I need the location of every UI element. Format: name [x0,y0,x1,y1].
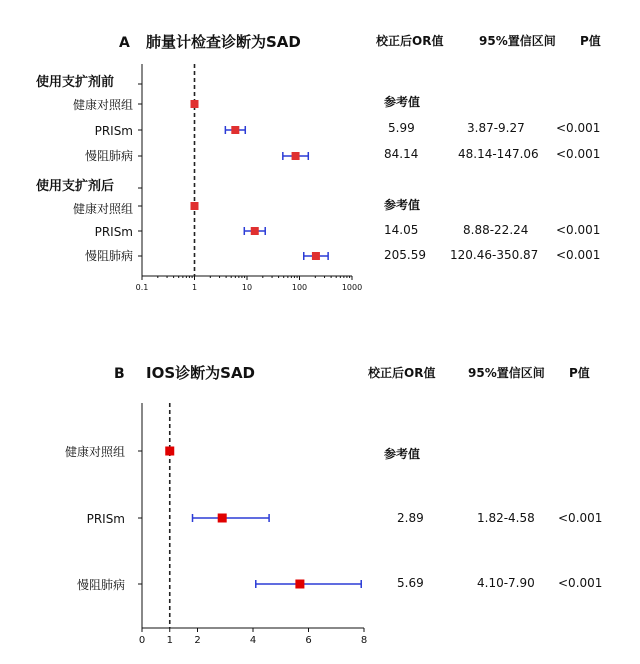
panel-a-p-value: <0.001 [556,121,601,135]
panel-b [65,364,602,646]
panel-b-title: IOS诊断为SAD [146,364,255,382]
panel-a-plot [136,64,363,292]
panel-a-or-value: 14.05 [384,223,419,237]
panel-b-x-tick-label: 2 [194,635,201,646]
panel-a-point [231,126,239,134]
panel-b-point [165,447,174,456]
panel-a-ci-value: 120.46-350.87 [450,248,539,262]
panel-a-row-label: PRISm [94,124,133,138]
panel-a-p-value: <0.001 [556,223,601,237]
panel-a-group-1-header: 使用支扩剂前 [36,75,115,90]
panel-a-x-tick-label: 10 [241,283,253,292]
panel-b-row-label: 健康对照组 [64,445,125,459]
panel-a-ci-value: 8.88-22.24 [463,223,529,237]
panel-b-or-value: 5.69 [397,576,424,590]
panel-a-label: A [119,35,130,51]
panel-a-x-tick-label: 0.1 [135,283,149,292]
panel-b-p-value: <0.001 [558,511,603,525]
panel-b-or-value: 参考值 [384,447,421,461]
panel-a-group-2-header: 使用支扩剂后 [36,179,115,194]
panel-b-label: B [114,366,125,382]
panel-b-col-ci: 95%置信区间 [468,366,545,380]
panel-b-ci-value: 4.10-7.90 [477,576,535,590]
panel-b-point [295,580,304,589]
panel-a-col-p: P值 [580,34,601,48]
panel-a-point [191,100,199,108]
panel-b-row-label: 慢阻肺病 [76,578,125,592]
panel-a-ci-value: 3.87-9.27 [467,121,525,135]
panel-a-p-value: <0.001 [556,147,601,161]
panel-a-point [191,202,199,210]
panel-a-or-value: 84.14 [384,147,419,161]
panel-a-p-value: <0.001 [556,248,601,262]
panel-a-col-or: 校正后OR值 [376,34,444,48]
panel-a-x-tick-label: 1 [191,283,198,292]
panel-a-or-value: 参考值 [384,198,421,212]
panel-b-col-or: 校正后OR值 [368,366,436,380]
panel-a-x-tick-label: 100 [291,283,308,292]
panel-a-or-value: 5.99 [388,121,415,135]
panel-a-point [312,252,320,260]
panel-a-x-tick-label: 1000 [341,283,363,292]
panel-b-p-value: <0.001 [558,576,603,590]
panel-a-or-value: 参考值 [384,95,421,109]
panel-a-col-ci: 95%置信区间 [479,34,556,48]
panel-a-point [251,227,259,235]
panel-b-x-tick-label: 8 [360,635,368,646]
panel-a-title: 肺量计检查诊断为SAD [146,33,301,51]
panel-a-row-label: PRISm [94,225,133,239]
panel-a-row-label: 健康对照组 [72,98,133,112]
panel-a-ci-value: 48.14-147.06 [458,147,539,161]
panel-b-plot [138,403,367,646]
panel-b-row-label: PRISm [86,512,125,526]
panel-b-x-tick-label: 0 [138,635,146,646]
panel-b-x-tick-label: 1 [166,635,173,646]
panel-b-col-p: P值 [569,366,590,380]
panel-b-or-value: 2.89 [397,511,424,525]
panel-a-row-label: 慢阻肺病 [84,249,133,263]
panel-b-point [218,514,227,523]
panel-a [36,33,601,292]
panel-b-x-tick-label: 6 [305,635,312,646]
panel-a-row-label: 健康对照组 [72,202,133,216]
panel-a-point [292,152,300,160]
panel-a-or-value: 205.59 [384,248,426,262]
panel-a-row-label: 慢阻肺病 [84,149,133,163]
panel-b-ci-value: 1.82-4.58 [477,511,535,525]
panel-b-x-tick-label: 4 [249,635,257,646]
